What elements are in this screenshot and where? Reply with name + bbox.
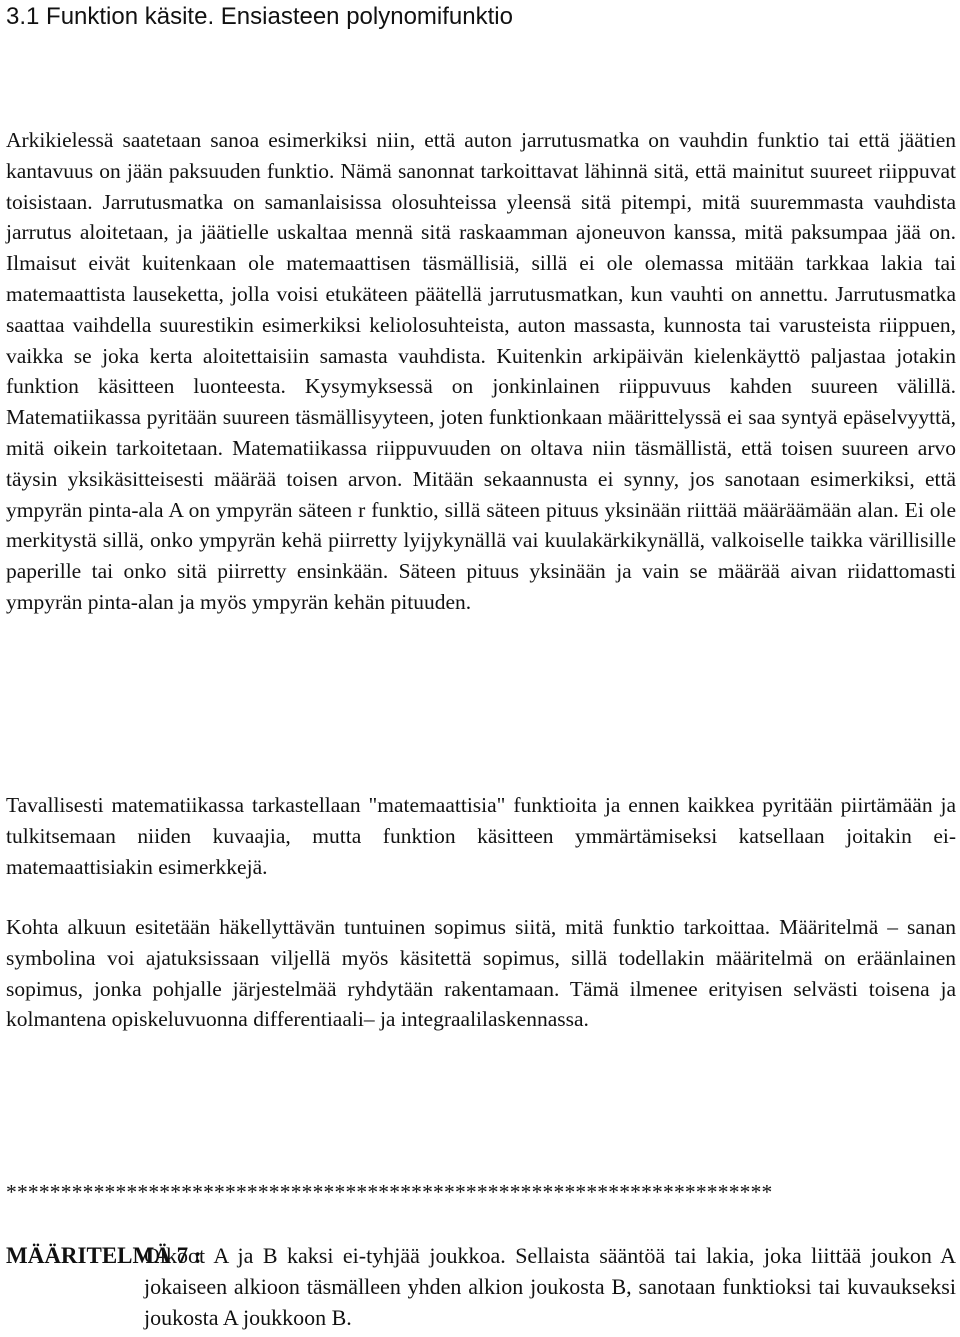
- paragraph-matemaattiset-funktiot: Tavallisesti matematiikassa tarkastellaan "matemaattisia" funktioita ja ennen kaikkea pyritään piirtämään ja tulkitsemaan niiden kuvaajia, mutta funktion käsitteen ymmärtämiseksi katsellaan joitakin ei-matemaattisiakin esimerkkejä.: [6, 793, 956, 879]
- paragraph-sopimus: Kohta alkuun esitetään häkellyttävän tuntuinen sopimus siitä, mitä funktio tarkoittaa. Määritelmä – sanan symbolina voi ajatuksissaan viljellä myös käsitettä sopimus, sillä todellakin määritelmä on eräänlainen sopimus, jonka pohjalle järjestelmää ryhdytään rakentamaan. Tämä ilmenee erityisen selvästi toisena ja kolmantena opiskeluvuonna differentiaali– ja integraalilaskennassa.: [6, 915, 956, 1032]
- section-title: 3.1 Funktion käsite. Ensiasteen polynomifunktio: [6, 3, 513, 30]
- paragraph-intro: Arkikielessä saatetaan sanoa esimerkiksi niin, että auton jarrutusmatka on vauhdin funktio tai että jäätien kantavuus on jään paksuuden funktio. Nämä sanonnat tarkoittavat lähinnä sitä, että mainitut suureet riippuvat toisistaan. Jarrutusmatka on samanlaisissa olosuhteissa yleensä sitä pitempi, mitä suuremmasta vauhdista jarrutus aloitetaan, ja jäätielle uskaltaa mennä sitä raskaamman ajoneuvon kanssa, mitä paksumpaa jää on. Ilmaisut eivät kuitenkaan ole matemaattisen täsmällisiä, sillä ei ole olemassa mitään tarkkaa lakia tai matemaattista lauseketta, jolla voisi etukäteen päätellä jarrutusmatkan, kun vauhti on annettu. Jarrutusmatka saattaa vaihdella suurestikin esimerkiksi keliolosuhteista, auton massasta, kunnosta tai varusteista riippuen, vaikka se joka kerta aloitettaisiin samasta vauhdista. Kuitenkin arkipäivän kielenkäyttö paljastaa jotakin funktion käsitteen luonteesta. Kysymyksessä on jonkinlainen riippuvuus kahden suureen välillä. Matematiikassa pyritään suureen täsmällisyyteen, joten funktionkaan määrittelyssä ei saa syntyä epäselvyyttä, mitä oikein tarkoitetaan. Matematiikassa riippuvuuden on oltava niin täsmällistä, että toisen suureen arvo täysin yksikäsitteisesti määrää toisen arvon. Mitään sekaannusta ei synny, jos sanotaan esimerkiksi, että ympyrän pinta-ala A on ympyrän säteen r funktio, sillä säteen pituus yksinään riittää määräämään alan. Ei ole merkitystä sillä, onko ympyrän kehä piirretty lyijykynällä vai kuulakärkikynällä, valkoiselle taikka värillisille paperille tai onko sitä piirretty ensinkään. Säteen pituus yksinään ja vain se määrää aivan riidattomasti ympyrän pinta-alan ja myös ympyrän kehän pituuden.: [6, 128, 956, 614]
- separator-line: **********************************************************************: [6, 1180, 773, 1204]
- definition-label: MÄÄRITELMÄ 7 :: [6, 1243, 202, 1268]
- definition-text: Olkoot A ja B kaksi ei-tyhjää joukkoa. Sellaista sääntöä tai lakia, joka liittää joukon A jokaiseen alkioon täsmälleen yhden alkion joukosta B, sanotaan funktioksi tai kuvaukseksi joukosta A joukkoon B.: [144, 1243, 956, 1330]
- definition-block: [6, 1240, 956, 1333]
- document-page: [6, 0, 956, 1330]
